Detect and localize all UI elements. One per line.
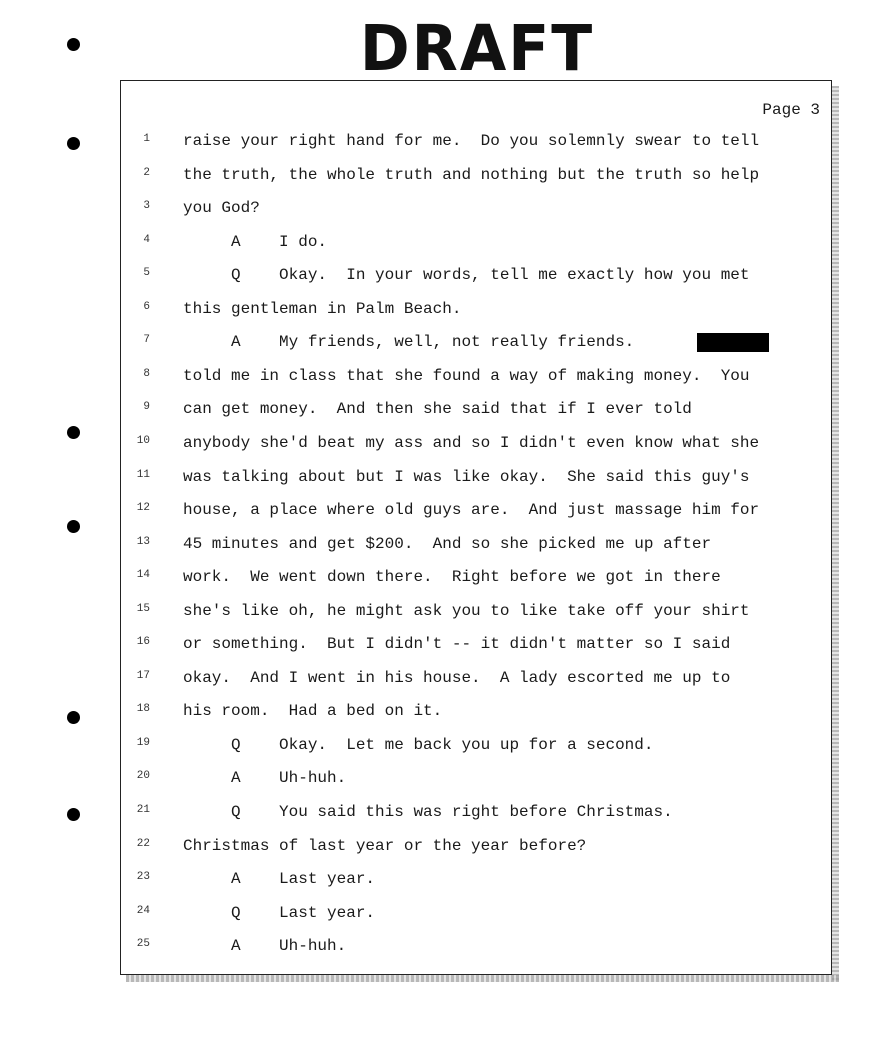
line-number: 9	[143, 401, 150, 414]
punch-hole	[67, 137, 80, 150]
line-number: 8	[143, 367, 150, 380]
transcript-line	[120, 535, 832, 569]
punch-hole	[67, 711, 80, 724]
line-text: okay. And I went in his house. A lady escorted me up to	[183, 668, 731, 687]
line-text: Christmas of last year or the year before?	[183, 836, 587, 855]
line-number: 17	[136, 669, 150, 682]
transcript-line	[120, 702, 832, 736]
line-text: work. We went down there. Right before we got in there	[183, 568, 721, 587]
line-number: 25	[136, 938, 150, 951]
line-text: she's like oh, he might ask you to like take off your shirt	[183, 601, 750, 620]
punch-hole	[67, 520, 80, 533]
line-text: or something. But I didn't -- it didn't matter so I said	[183, 635, 731, 654]
transcript-line	[120, 568, 832, 602]
line-text: can get money. And then she said that if I ever told	[183, 400, 692, 419]
line-text: A I do.	[183, 232, 328, 251]
line-number: 3	[143, 200, 150, 213]
line-text: was talking about but I was like okay. She said this guy's	[183, 467, 750, 486]
line-number: 1	[143, 133, 150, 145]
line-text: A Uh-huh.	[183, 769, 347, 788]
line-text: raise your right hand for me. Do you solemnly swear to tell	[183, 132, 760, 150]
line-number: 23	[136, 871, 150, 884]
transcript-line	[120, 434, 832, 468]
line-number: 10	[136, 434, 150, 447]
punch-hole	[67, 808, 80, 821]
transcript-line	[120, 837, 832, 871]
transcript-line	[120, 266, 832, 300]
transcript-line	[120, 870, 832, 904]
transcript-line	[120, 736, 832, 770]
transcript-line	[120, 367, 832, 401]
frame-shadow-bottom	[126, 975, 839, 982]
line-text: 45 minutes and get $200. And so she picked me up after	[183, 534, 712, 553]
line-text: house, a place where old guys are. And just massage him for	[183, 501, 760, 520]
line-number: 11	[136, 468, 150, 481]
line-number: 20	[136, 770, 150, 783]
line-number: 18	[136, 703, 150, 716]
transcript-line	[120, 501, 832, 535]
line-text: A Uh-huh.	[183, 937, 347, 956]
line-text: anybody she'd beat my ass and so I didn't even know what she	[183, 433, 760, 452]
redaction-bar	[697, 333, 769, 352]
line-text: A Last year.	[183, 870, 376, 889]
line-number: 2	[143, 166, 150, 179]
transcript-line	[120, 400, 832, 434]
line-text: Q You said this was right before Christmas.	[183, 803, 673, 821]
line-number: 14	[136, 569, 150, 582]
line-text: the truth, the whole truth and nothing but the truth so help	[183, 165, 760, 184]
transcript-line	[120, 937, 832, 971]
line-number: 22	[136, 837, 150, 850]
frame-shadow-right	[832, 86, 839, 981]
line-number: 13	[136, 535, 150, 548]
line-number: 19	[136, 736, 150, 749]
line-text: Q Last year.	[183, 903, 376, 922]
line-text: told me in class that she found a way of making money. You	[183, 366, 750, 385]
line-number: 5	[143, 267, 150, 280]
line-text: Q Okay. In your words, tell me exactly how you met	[183, 266, 750, 285]
line-text: Q Okay. Let me back you up for a second.	[183, 735, 654, 754]
line-text: you God?	[183, 199, 260, 218]
line-number: 6	[143, 300, 150, 313]
transcript-line	[120, 132, 832, 166]
transcript-line	[120, 635, 832, 669]
line-number: 12	[136, 502, 150, 515]
line-number: 4	[143, 233, 150, 246]
line-number: 24	[136, 904, 150, 917]
transcript-line	[120, 769, 832, 803]
transcript-line	[120, 166, 832, 200]
punch-hole	[67, 38, 80, 51]
line-number: 15	[136, 602, 150, 615]
transcript-line	[120, 669, 832, 703]
line-number: 21	[136, 804, 150, 816]
transcript-line	[120, 468, 832, 502]
page-number: Page 3	[762, 101, 820, 119]
line-text: his room. Had a bed on it.	[183, 702, 443, 721]
line-number: 16	[136, 636, 150, 649]
transcript-line	[120, 602, 832, 636]
line-text: this gentleman in Palm Beach.	[183, 299, 462, 318]
transcript-line	[120, 199, 832, 233]
line-text: A My friends, well, not really friends.	[183, 333, 635, 352]
transcript-line	[120, 803, 832, 837]
transcript-line	[120, 904, 832, 938]
line-number: 7	[143, 334, 150, 347]
transcript-line	[120, 300, 832, 334]
transcript-line	[120, 233, 832, 267]
draft-stamp: DRAFT	[359, 12, 595, 86]
punch-hole	[67, 426, 80, 439]
